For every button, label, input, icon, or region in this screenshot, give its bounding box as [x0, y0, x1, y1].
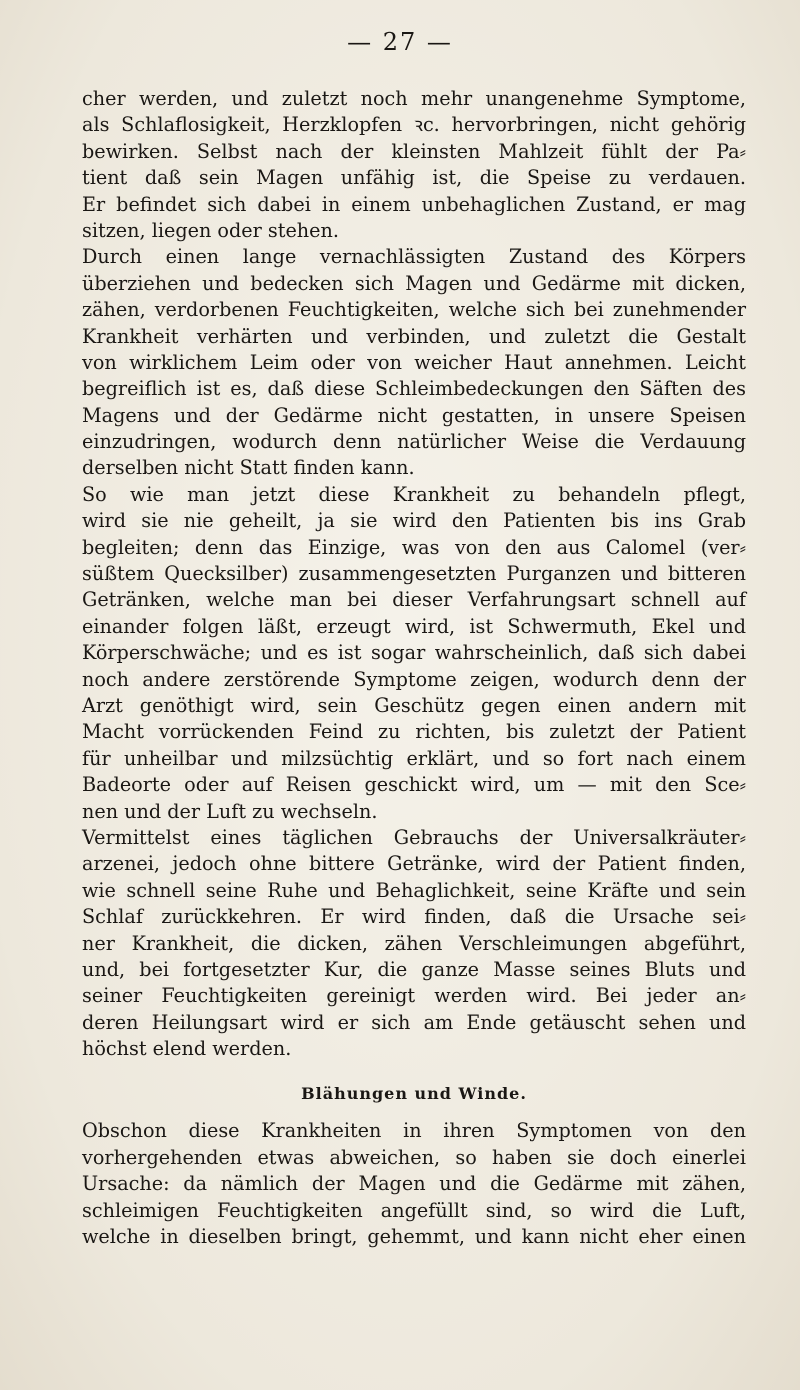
text-line: Schlaf zurückkehren. Er wird finden, daß die Ursache sei⸗: [82, 905, 746, 929]
text-line: Arzt genöthigt wird, sein Geschütz gegen einen andern mit: [82, 693, 746, 717]
text-line: arzenei, jedoch ohne bittere Getränke, wird der Patient finden,: [82, 852, 746, 876]
text-line: wird sie nie geheilt, ja sie wird den Patienten bis ins Grab: [82, 509, 746, 533]
body-text: [82, 86, 746, 1250]
text-line: begleiten; denn das Einzige, was von den aus Calomel (ver⸗: [82, 535, 746, 559]
text-line: einander folgen läßt, erzeugt wird, ist Schwermuth, Ekel und: [82, 614, 746, 638]
text-line: Durch einen lange vernachlässigten Zustand des Körpers: [82, 245, 746, 269]
text-line: welche in dieselben bringt, gehemmt, und kann nicht eher einen: [82, 1225, 746, 1249]
text-line: süßtem Quecksilber) zusammengesetzten Purganzen und bitteren: [82, 562, 746, 586]
text-line: vorhergehenden etwas abweichen, so haben sie doch einerlei: [82, 1145, 746, 1169]
text-line: für unheilbar und milzsüchtig erklärt, und so fort nach einem: [82, 746, 746, 770]
text-line: noch andere zerstörende Symptome zeigen, wodurch denn der: [82, 667, 746, 691]
text-line: schleimigen Feuchtigkeiten angefüllt sind, so wird die Luft,: [82, 1198, 746, 1222]
text-line: derselben nicht Statt finden kann.: [82, 456, 415, 480]
text-line: Er befindet sich dabei in einem unbehaglichen Zustand, er mag: [82, 192, 746, 216]
text-line: So wie man jetzt diese Krankheit zu behandeln pflegt,: [82, 482, 746, 506]
text-line: Badeorte oder auf Reisen geschickt wird, um — mit den Sce⸗: [82, 773, 746, 797]
text-line: Krankheit verhärten und verbinden, und zuletzt die Gestalt: [82, 324, 746, 348]
page-number: — 27 —: [347, 28, 453, 56]
text-line: cher werden, und zuletzt noch mehr unangenehme Symptome,: [82, 87, 746, 110]
text-line: Getränken, welche man bei dieser Verfahrungsart schnell auf: [82, 588, 746, 612]
text-line: einzudringen, wodurch denn natürlicher Weise die Verdauung: [82, 430, 746, 454]
text-line: seiner Feuchtigkeiten gereinigt werden wird. Bei jeder an⸗: [82, 984, 746, 1008]
text-line: begreiflich ist es, daß diese Schleimbedeckungen den Säften des: [82, 377, 746, 401]
text-line: Vermittelst eines täglichen Gebrauchs der Universalkräuter⸗: [82, 825, 746, 849]
text-line: von wirklichem Leim oder von weicher Haut annehmen. Leicht: [82, 350, 746, 374]
text-line: Körperschwäche; und es ist sogar wahrscheinlich, daß sich dabei: [82, 641, 746, 665]
text-line: höchst elend werden.: [82, 1037, 292, 1061]
text-line: zähen, verdorbenen Feuchtigkeiten, welche sich bei zunehmender: [82, 298, 746, 322]
text-line: und, bei fortgesetzter Kur, die ganze Masse seines Bluts und: [82, 957, 746, 981]
text-line: Obschon diese Krankheiten in ihren Symptomen von den: [82, 1119, 746, 1143]
text-line: überziehen und bedecken sich Magen und Gedärme mit dicken,: [82, 271, 746, 295]
text-block-section: [82, 1118, 746, 1250]
text-line: sitzen, liegen oder stehen.: [82, 218, 339, 242]
text-line: bewirken. Selbst nach der kleinsten Mahlzeit fühlt der Pa⸗: [82, 139, 746, 163]
text-line: als Schlaflosigkeit, Herzklopfen ꝛc. hervorbringen, nicht gehörig: [82, 113, 746, 137]
section-heading: Blähungen und Winde.: [301, 1084, 527, 1104]
text-line: Magens und der Gedärme nicht gestatten, in unsere Speisen: [82, 403, 746, 427]
text-line: Ursache: da nämlich der Magen und die Gedärme mit zähen,: [82, 1172, 746, 1196]
text-block-main: [82, 86, 746, 1062]
text-line: tient daß sein Magen unfähig ist, die Speise zu verdauen.: [82, 166, 746, 190]
text-line: wie schnell seine Ruhe und Behaglichkeit, seine Kräfte und sein: [82, 878, 746, 902]
text-line: ner Krankheit, die dicken, zähen Verschleimungen abgeführt,: [82, 931, 746, 955]
text-line: nen und der Luft zu wechseln.: [82, 799, 378, 823]
text-line: deren Heilungsart wird er sich am Ende getäuscht sehen und: [82, 1010, 746, 1034]
text-line: Macht vorrückenden Feind zu richten, bis zuletzt der Patient: [82, 720, 746, 744]
